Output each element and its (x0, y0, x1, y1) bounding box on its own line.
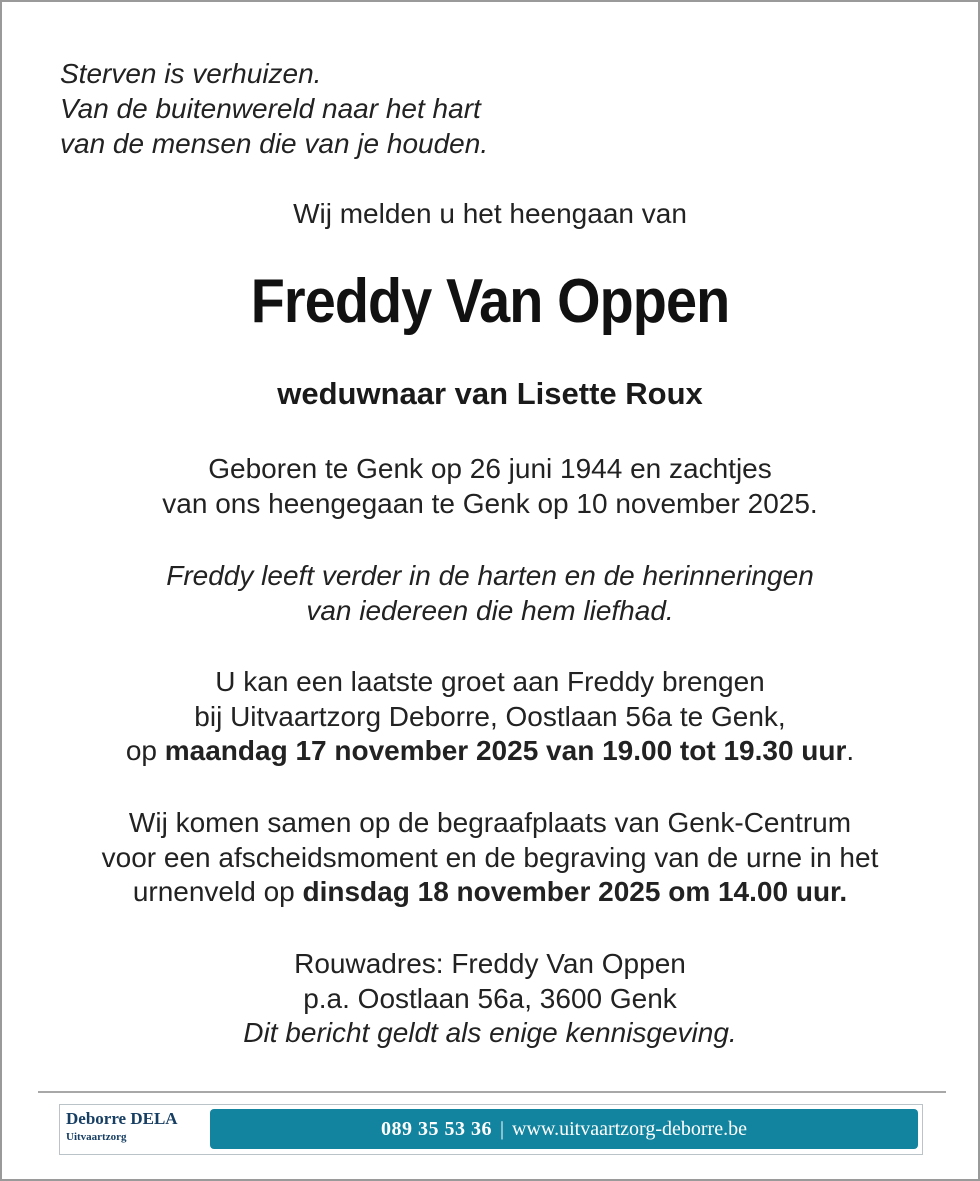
visit-line-2: bij Uitvaartzorg Deborre, Oostlaan 56a te Genk, (194, 700, 786, 732)
logo-sub-text: Uitvaartzorg (66, 1131, 127, 1143)
poem-line-3: van de mensen die van je houden. (60, 128, 489, 159)
visit-line-1: U kan een laatste groet aan Freddy brengen (215, 666, 765, 697)
notice-line: Dit bericht geldt als enige kennisgeving. (243, 1017, 737, 1048)
address-line-1: Rouwadres: Freddy Van Oppen (294, 948, 686, 979)
address-block (2, 947, 978, 1051)
visit-datetime: maandag 17 november 2025 van 19.00 tot 19.30 uur (164, 735, 847, 766)
poem (60, 56, 488, 161)
phone-number[interactable]: 089 35 53 36 (381, 1117, 493, 1140)
memory-line-2: van iedereen die hem liefhad. (306, 594, 674, 626)
visit-line-3 (2, 734, 978, 769)
ceremony-line-2: voor een afscheidsmoment en de begraving van de urne in het (101, 841, 879, 873)
ceremony-datetime: dinsdag 18 november 2025 om 14.00 uur. (302, 876, 848, 907)
funeral-home-logo (66, 1109, 206, 1151)
ceremony-line-1: Wij komen samen op de begraafplaats van Genk-Centrum (128, 807, 852, 838)
website-link[interactable]: www.uitvaartzorg-deborre.be (512, 1117, 747, 1140)
ceremony-prefix: urnenveld op (132, 876, 303, 907)
visitation-block (2, 665, 978, 769)
birth-line-2: van ons heengegaan te Genk op 10 november 2025. (162, 487, 818, 519)
intro-text: Wij melden u het heengaan van (293, 198, 687, 229)
memory-block (2, 559, 978, 628)
logo-main-text: Deborre DELA (66, 1109, 178, 1128)
poem-line-2: Van de buitenwereld naar het hart (60, 93, 481, 124)
contact-bar (210, 1109, 918, 1149)
footer-divider (38, 1091, 946, 1093)
ceremony-block (2, 806, 978, 910)
deceased-name: Freddy Van Oppen (250, 267, 730, 336)
contact-separator: | (500, 1117, 505, 1140)
birth-block (2, 452, 978, 521)
address-line-2: p.a. Oostlaan 56a, 3600 Genk (303, 982, 677, 1014)
ceremony-line-3 (2, 875, 978, 910)
widow-line: weduwnaar van Lisette Roux (277, 376, 703, 411)
funeral-home-footer (59, 1104, 923, 1155)
memory-line-1: Freddy leeft verder in de harten en de herinneringen (166, 560, 814, 591)
visit-suffix: . (846, 735, 855, 766)
visit-prefix: op (125, 735, 165, 766)
birth-line-1: Geboren te Genk op 26 juni 1944 en zachtjes (208, 453, 772, 484)
poem-line-1: Sterven is verhuizen. (60, 58, 322, 89)
